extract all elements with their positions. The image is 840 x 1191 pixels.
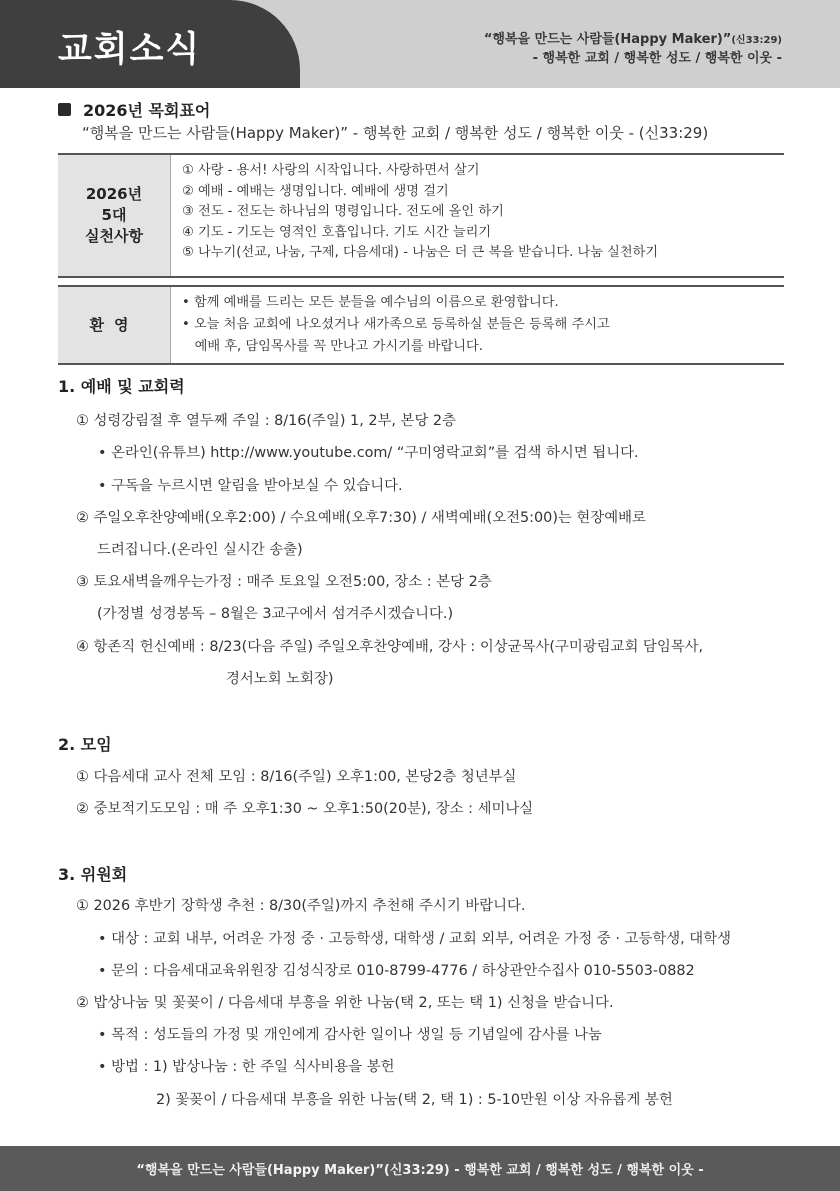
section1-line: ② 주일오후찬양예배(오후2:00) / 수요예배(오후7:30) / 새벽예배(오전5:00)는 현장예배로 [76, 510, 646, 526]
section3-title: 3. 위원회 [58, 865, 128, 884]
section1-line: • 온라인(유튜브) http://www.youtube.com/ “구미영락교회”를 검색 하시면 됩니다. [98, 445, 639, 461]
practice-item: ② 예배 - 예배는 생명입니다. 예배에 생명 걸기 [182, 183, 449, 199]
section3-line: 2) 꽃꽂이 / 다음세대 부흥을 위한 나눔(택 2, 택 1) : 5-10만원 이상 자유롭게 봉헌 [156, 1092, 673, 1108]
page-header [0, 0, 840, 88]
welcome-line: • 오늘 처음 교회에 나오셨거나 새가족으로 등록하실 분들은 등록해 주시고 [182, 317, 610, 332]
practice-label [58, 155, 171, 276]
header-motto-line1: “행복을 만드는 사람들(Happy Maker)” [483, 32, 732, 47]
welcome-line: 예배 후, 담임목사를 꼭 만나고 가시기를 바랍니다. [182, 339, 483, 354]
section3-line: • 방법 : 1) 밥상나눔 : 한 주일 식사비용을 봉헌 [98, 1059, 395, 1075]
practice-label-line2: 5대 [101, 206, 127, 224]
practice-table [58, 153, 784, 278]
practice-label-line1: 2026년 [85, 185, 143, 203]
section1-title: 1. 예배 및 교회력 [58, 377, 185, 396]
section2-line: ② 중보적기도모임 : 매 주 오후1:30 ~ 오후1:50(20분), 장소 : 세미나실 [76, 801, 534, 817]
welcome-list [171, 287, 784, 363]
practice-item: ① 사랑 - 용서! 사랑의 시작입니다. 사랑하면서 살기 [182, 163, 480, 178]
practice-list [171, 155, 784, 276]
section1-line: 드려집니다.(온라인 실시간 송출) [97, 542, 303, 558]
motto-title-text: 2026년 목회표어 [83, 101, 211, 120]
page-footer [0, 1146, 840, 1191]
welcome-label: 환영 [58, 287, 171, 363]
section3-line: ② 밥상나눔 및 꽃꽂이 / 다음세대 부흥을 위한 나눔(택 2, 또는 택 1) 신청을 받습니다. [76, 995, 614, 1011]
motto-text: “행복을 만드는 사람들(Happy Maker)” - 행복한 교회 / 행복한 성도 / 행복한 이웃 - (신33:29) [82, 124, 709, 142]
footer-text: “행복을 만드는 사람들(Happy Maker)”(신33:29) - 행복한 교회 / 행복한 성도 / 행복한 이웃 - [136, 1163, 704, 1178]
section1-line: (가정별 성경봉독 – 8월은 3교구에서 섬겨주시겠습니다.) [97, 606, 454, 622]
motto-section-title [58, 98, 210, 121]
section3-line: ① 2026 후반기 장학생 추천 : 8/30(주일)까지 추천해 주시기 바랍니다. [76, 898, 526, 914]
section1-line: ① 성령강림절 후 열두째 주일 : 8/16(주일) 1, 2부, 본당 2층 [76, 413, 456, 429]
section3-line: • 대상 : 교회 내부, 어려운 가정 중 · 고등학생, 대학생 / 교회 외부, 어려운 가정 중 · 고등학생, 대학생 [98, 931, 731, 947]
practice-item: ④ 기도 - 기도는 영적인 호흡입니다. 기도 시간 늘리기 [182, 224, 492, 240]
header-motto-ref: (신33:29) [731, 35, 782, 46]
practice-item: ③ 전도 - 전도는 하나님의 명령입니다. 전도에 올인 하기 [182, 204, 504, 219]
section1-line: ③ 토요새벽을깨우는가정 : 매주 토요일 오전5:00, 장소 : 본당 2층 [76, 574, 492, 590]
practice-item: ⑤ 나누기(선교, 나눔, 구제, 다음세대) - 나눔은 더 큰 복을 받습니다. 나눔 실천하기 [182, 245, 659, 260]
square-bullet-icon [58, 103, 71, 116]
section1-line: • 구독을 누르시면 알림을 받아보실 수 있습니다. [98, 478, 403, 494]
section3-line: • 목적 : 성도들의 가정 및 개인에게 감사한 일이나 생일 등 기념일에 감사를 나눔 [98, 1027, 602, 1043]
page-title: 교회소식 [58, 30, 202, 70]
section3-line: • 문의 : 다음세대교육위원장 김성식장로 010-8799-4776 / 하상관안수집사 010-5503-0882 [98, 963, 695, 979]
welcome-line: • 함께 예배를 드리는 모든 분들을 예수님의 이름으로 환영합니다. [182, 295, 559, 310]
section1-line: 경서노회 노회장) [226, 671, 334, 687]
section1-line: ④ 항존직 헌신예배 : 8/23(다음 주일) 주일오후찬양예배, 강사 : 이상균목사(구미광림교회 담임목사, [76, 639, 704, 655]
section2-title: 2. 모임 [58, 735, 112, 754]
welcome-table [58, 285, 784, 365]
header-motto [484, 31, 782, 68]
header-motto-line2: - 행복한 교회 / 행복한 성도 / 행복한 이웃 - [532, 51, 782, 66]
section2-line: ① 다음세대 교사 전체 모임 : 8/16(주일) 오후1:00, 본당2층 청년부실 [76, 769, 517, 785]
practice-label-line3: 실천사항 [85, 227, 143, 245]
